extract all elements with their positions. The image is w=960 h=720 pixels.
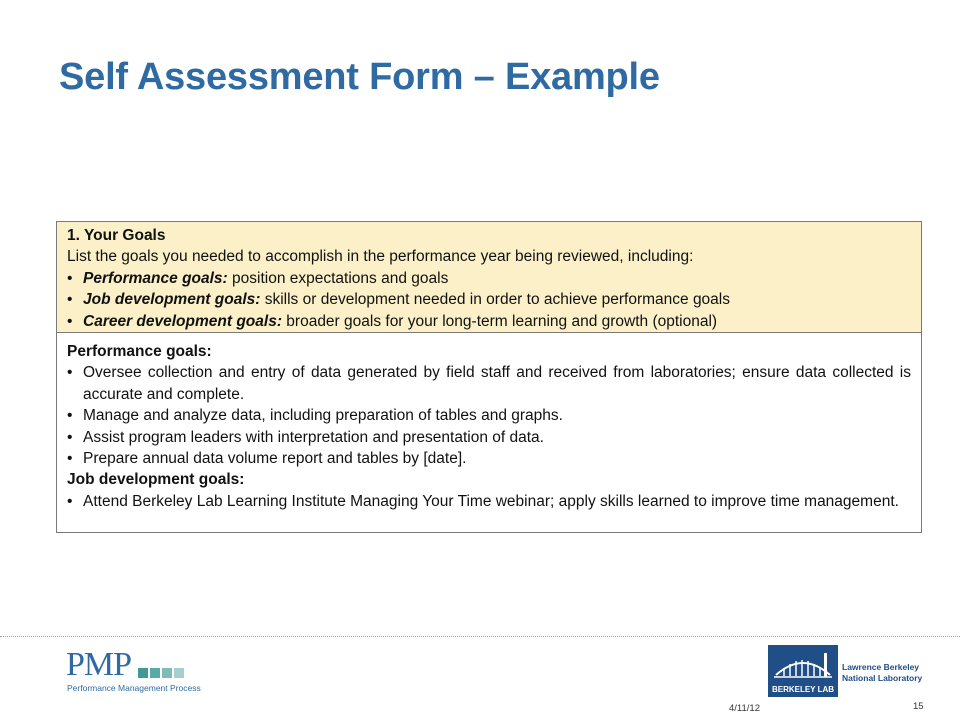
pmp-square [138, 668, 148, 678]
header-item-lead: Job development goals: [83, 291, 261, 309]
self-assessment-form [56, 221, 922, 533]
pmp-square [150, 668, 160, 678]
form-body [57, 333, 921, 512]
bullet: • [67, 428, 73, 446]
bullet: • [67, 450, 73, 468]
building-icon [768, 645, 838, 685]
header-item-text: broader goals for your long-term learning and growth (optional) [281, 312, 718, 330]
pmp-logo-subtitle: Performance Management Process [67, 683, 201, 693]
header-item [67, 268, 911, 289]
list-item [67, 448, 911, 469]
list-item [67, 491, 911, 512]
lab-name-line: National Laboratory [842, 673, 923, 683]
list-item-text: Attend Berkeley Lab Learning Institute Managing Your Time webinar; apply skills learned to improve time management. [83, 492, 899, 510]
form-header [57, 222, 921, 333]
bullet: • [67, 269, 73, 287]
bullet: • [67, 291, 73, 309]
bullet: • [67, 312, 73, 330]
slide-date: 4/11/12 [729, 703, 760, 714]
pmp-square [174, 668, 184, 678]
form-intro: List the goals you needed to accomplish in the performance year being reviewed, including: [67, 248, 694, 266]
header-item-text: position expectations and goals [227, 269, 449, 287]
list-item-text: Assist program leaders with interpretation and presentation of data. [83, 428, 544, 446]
berkeley-lab-name [842, 662, 922, 684]
pmp-square [162, 668, 172, 678]
slide-title: Self Assessment Form – Example [59, 56, 660, 98]
form-heading: 1. Your Goals [67, 227, 166, 244]
berkeley-lab-badge-text: BERKELEY LAB [771, 685, 835, 694]
list-item [67, 362, 911, 405]
section-heading: Job development goals: [67, 471, 245, 489]
list-item [67, 427, 911, 448]
footer-divider [0, 636, 960, 637]
header-item-lead: Performance goals: [83, 269, 228, 287]
page-number: 15 [913, 701, 924, 712]
bullet: • [67, 407, 73, 425]
header-item [67, 311, 911, 332]
lab-name-line: Lawrence Berkeley [842, 662, 920, 672]
header-item-text: skills or development needed in order to achieve performance goals [260, 291, 730, 309]
section-heading: Performance goals: [67, 343, 212, 360]
pmp-logo [66, 646, 201, 696]
berkeley-lab-badge [768, 645, 838, 697]
header-item [67, 289, 911, 310]
berkeley-lab-logo [768, 645, 923, 697]
pmp-logo-letters: PMP [66, 646, 132, 683]
list-item-text: Manage and analyze data, including preparation of tables and graphs. [83, 407, 563, 425]
list-item-text: Oversee collection and entry of data generated by field staff and received from laboratories; ensure data collected is accurate and complete. [83, 364, 911, 403]
header-list [67, 268, 911, 332]
header-item-lead: Career development goals: [83, 312, 282, 330]
list-item-text: Prepare annual data volume report and tables by [date]. [83, 450, 467, 468]
bullet: • [67, 492, 73, 510]
bullet: • [67, 364, 73, 382]
list-item [67, 405, 911, 426]
pmp-logo-squares [138, 665, 186, 683]
